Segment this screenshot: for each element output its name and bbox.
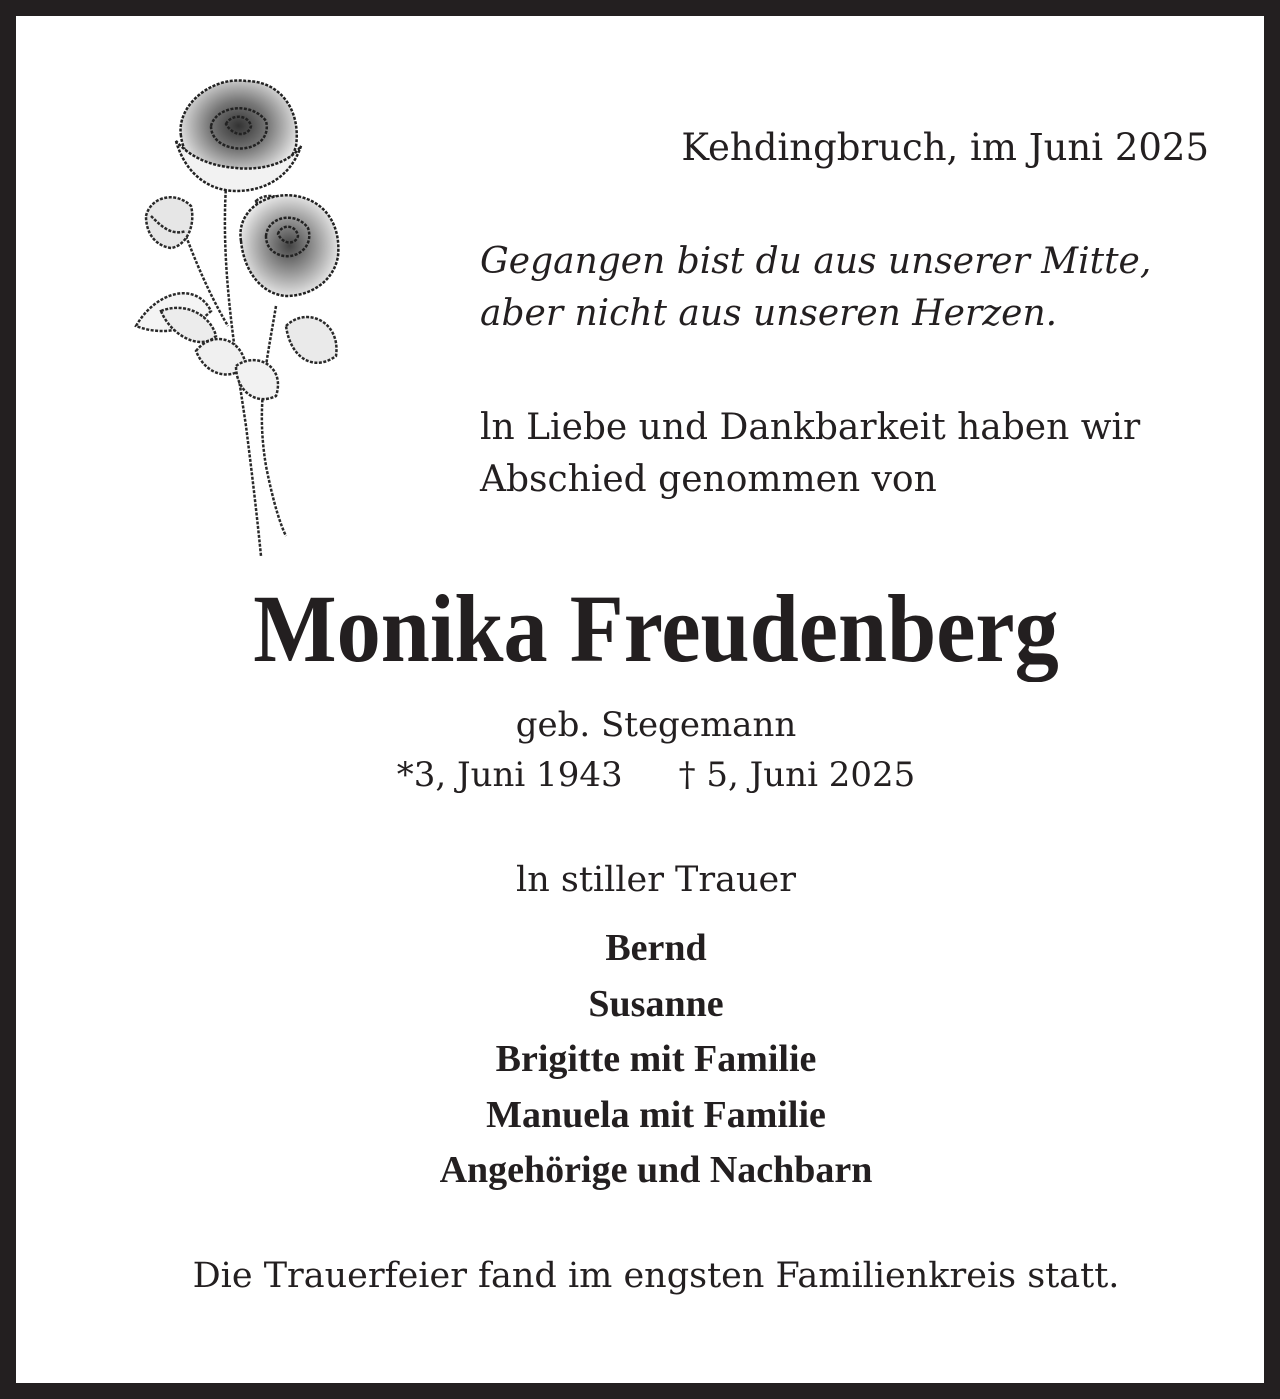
mourner-name: Angehörige und Nachbarn — [439, 1149, 873, 1191]
place-and-date: Kehdingbruch, im Juni 2025 — [681, 126, 1209, 169]
mourning-line: ln stiller Trauer — [516, 860, 796, 900]
funeral-note: Die Trauerfeier fand im engsten Familienkreis statt. — [192, 1256, 1120, 1296]
farewell-line: Abschied genommen von — [480, 459, 937, 500]
mourner-name: Brigitte mit Familie — [495, 1038, 817, 1080]
maiden-name: geb. Stegemann — [515, 705, 797, 745]
motto-line: Gegangen bist du aus unserer Mitte, — [480, 241, 1152, 282]
mourners-list — [16, 921, 1280, 1199]
farewell-line: ln Liebe und Dankbarkeit haben wir — [480, 407, 1141, 448]
mourner-name: Bernd — [605, 927, 707, 969]
motto-line: aber nicht aus unseren Herzen. — [480, 293, 1058, 334]
birth-date: *3, Juni 1943 — [396, 755, 623, 795]
death-date: † 5, Juni 2025 — [678, 755, 916, 795]
motto-quote — [480, 236, 1151, 340]
mourner-name: Susanne — [588, 982, 724, 1025]
farewell-text — [480, 402, 1140, 506]
deceased-name: Monika Freudenberg — [253, 575, 1059, 682]
life-dates — [16, 752, 1280, 798]
mourner-name: Manuela mit Familie — [486, 1093, 826, 1136]
